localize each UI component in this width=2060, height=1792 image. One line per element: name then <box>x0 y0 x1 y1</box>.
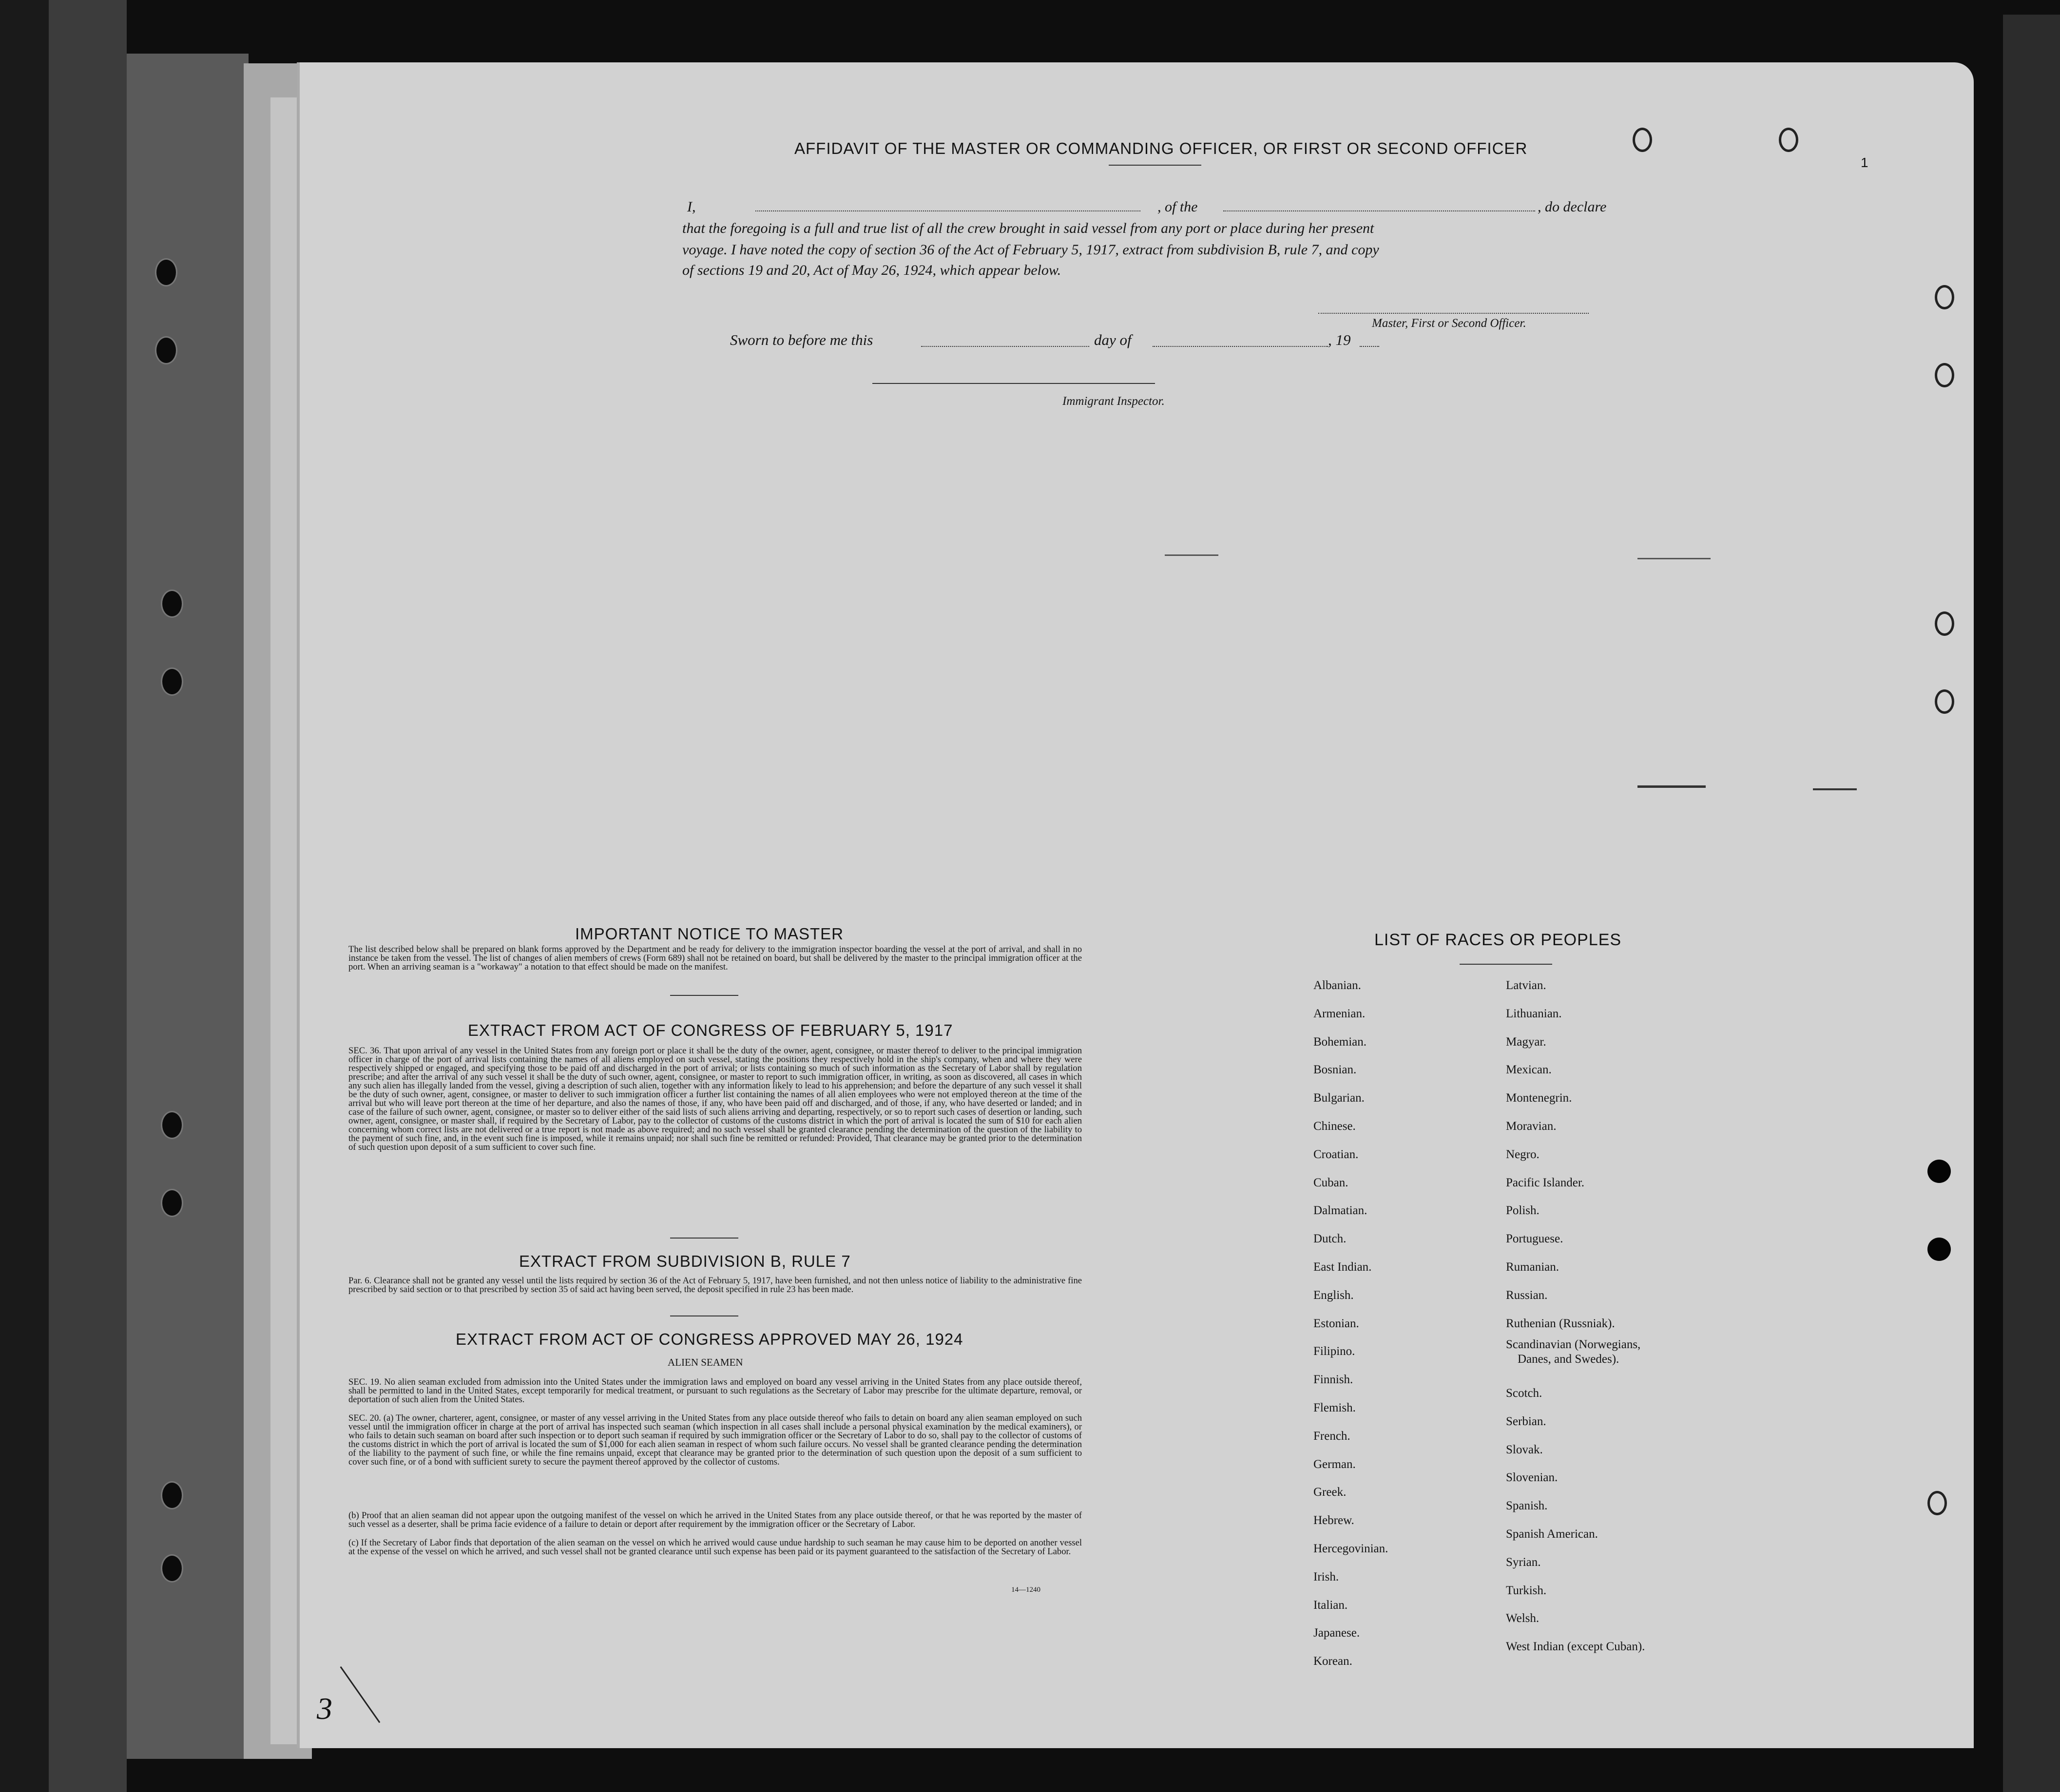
extract1924-sec20b: (b) Proof that an alien seaman did not appear upon the outgoing manifest of the vessel on which he arrived in the United States from any place outside thereof, or that he was reported by the master of such vessel as a deserter, shall be prima facie evidence of a failure to detain or deport after requirement by the immigration officer or the Secretary of Labor. <box>348 1510 1082 1529</box>
punch-hole <box>1779 128 1798 152</box>
affidavit-title: AFFIDAVIT OF THE MASTER OR COMMANDING OFFICER, OR FIRST OR SECOND OFFICER <box>794 139 1528 157</box>
binder-hole <box>161 1111 183 1139</box>
name-blank <box>755 210 1140 211</box>
binder-strip <box>49 0 127 1792</box>
master-signature-line <box>1318 313 1589 314</box>
smudge <box>1813 788 1857 790</box>
corner-mark: 3 <box>317 1691 332 1726</box>
extract1924-sec19: SEC. 19. No alien seaman excluded from admission into the United States under the immigration laws and employed on board any vessel arriving in the United States from any place outside thereof, shall be permitted to land in the United States, except temporarily for medical treatment, or pursuant to such regulations as the Secretary of Labor may prescribe for the ultimate departure, removal, or deportation of such alien from the United States. <box>348 1377 1082 1405</box>
master-signature-label: Master, First or Second Officer. <box>1372 317 1526 330</box>
rule7-title: EXTRACT FROM SUBDIVISION B, RULE 7 <box>519 1252 851 1270</box>
affidavit-of-the: , of the <box>1157 199 1198 215</box>
race-item: Bosnian. <box>1313 1063 1357 1077</box>
section-rule <box>670 1238 738 1239</box>
binder-strip-left <box>0 0 49 1792</box>
race-item: Dutch. <box>1313 1232 1347 1246</box>
extract1924-sec20a: SEC. 20. (a) The owner, charterer, agent, consignee, or master of any vessel arriving in the United States from any place outside thereof who fails to detain on board any alien seaman employed on such vessel until the immigration officer in charge at the port of arrival has inspected such seaman (which inspection in all cases shall include a personal physical examination by the medical examiners), or who fails to detain such seaman on board after such inspection or to deport such seaman if required by such immigration officer or the Secretary of Labor to do so, shall pay to the collector of customs of the customs district in which the port of arrival is located the sum of $1,000 for each alien seaman in respect of whom such failure occurs. No vessel shall be granted clearance pending the determination of the liability to the payment of such fine, or while the fine remains unpaid, except that clearance may be granted prior to the determination of such question upon the deposit of a sum sufficient to cover such fine, or of a bond with sufficient surety to secure the payment thereof approved by the collector of customs. <box>348 1413 1082 1467</box>
race-item: French. <box>1313 1429 1350 1443</box>
binder-hole <box>161 1554 183 1582</box>
race-item: Portuguese. <box>1506 1232 1563 1246</box>
race-item: Negro. <box>1506 1147 1540 1161</box>
race-item: Spanish American. <box>1506 1527 1598 1541</box>
page-mark: 1 <box>1861 155 1868 170</box>
race-item: Scotch. <box>1506 1386 1542 1400</box>
affidavit-i: I, <box>687 199 696 215</box>
smudge <box>1637 785 1706 788</box>
race-item: Serbian. <box>1506 1414 1546 1428</box>
smudge <box>1165 554 1218 556</box>
sworn-year-blank <box>1360 346 1379 347</box>
inspector-signature-label: Immigrant Inspector. <box>1062 395 1165 408</box>
affidavit-body: voyage. I have noted the copy of section 36 of the Act of February 5, 1917, extract from subdivision B, rule 7, and copy <box>682 242 1379 258</box>
race-item: East Indian. <box>1313 1260 1372 1274</box>
extract1917-title: EXTRACT FROM ACT OF CONGRESS OF FEBRUARY 5, 1917 <box>468 1021 953 1039</box>
manifest-sheet <box>300 62 1974 1748</box>
race-item: Syrian. <box>1506 1555 1541 1569</box>
race-item: Rumanian. <box>1506 1260 1559 1274</box>
binder-hole <box>155 336 177 364</box>
race-item: Croatian. <box>1313 1147 1359 1161</box>
punch-hole-filled <box>1927 1238 1951 1261</box>
race-item: Russian. <box>1506 1288 1548 1302</box>
race-item: Chinese. <box>1313 1119 1356 1133</box>
affidavit-body: that the foregoing is a full and true list of all the crew brought in said vessel from any port or place during her present <box>682 220 1374 236</box>
races-right-column <box>1506 972 1645 1661</box>
race-item: Japanese. <box>1313 1626 1360 1640</box>
punch-hole-filled <box>1927 1160 1951 1183</box>
race-item: Bulgarian. <box>1313 1091 1365 1105</box>
race-item: Moravian. <box>1506 1119 1557 1133</box>
affidavit-body: of sections 19 and 20, Act of May 26, 1924, which appear below. <box>682 262 1061 278</box>
race-item: Filipino. <box>1313 1345 1355 1358</box>
punch-hole <box>1935 285 1954 309</box>
extract1917-text: SEC. 36. That upon arrival of any vessel in the United States from any foreign port or place it shall be the duty of the owner, agent, consignee, or master thereof to deliver to the principal immigration officer in charge of the port of arrival lists containing the names of all aliens employed on such vessel, stating the positions they respectively hold in the ship's company, when and where they were respectively shipped or engaged, and specifying those to be paid off and discharged in the port of arrival; or lists containing so much of such information as the Secretary of Labor shall by regulation prescribe; and after the arrival of any such vessel it shall be the duty of such owner, agent, consignee, or master to report to such immigration officer, in writing, as soon as discovered, all cases in which any such alien has illegally landed from the vessel, giving a description of such alien, together with any information likely to lead to his apprehension; and before the departure of any such vessel it shall be the duty of such owner, agent, consignee, or master to deliver to such immigration officer a further list containing the names of all alien employees who were not employed thereon at the time of the arrival but who will leave port thereon at the time of her departure, and also the names of those, if any, who have been paid off and discharged, and of those, if any, who have deserted or landed; and in case of the failure of such owner, agent, consignee, or master so to deliver either of the said lists of such aliens arriving and departing, respectively, or so to report such cases of desertion or landing, such owner, agent, consignee, or master shall, if required by the Secretary of Labor, pay to the collector of customs of the customs district in which the port of arrival is located the sum of $10 for each alien concerning whom correct lists are not delivered or a true report is not made as above required; and no such vessel shall be granted clearance pending the determination of the question of the liability to the payment of such fine, and, in the event such fine is imposed, while it remains unpaid; nor shall such fine be remitted or refunded: Provided, That clearance may be granted prior to the determination of such question upon deposit of a sum sufficient to cover such fine. <box>348 1046 1082 1152</box>
sworn-text: Sworn to before me this <box>730 331 873 348</box>
affidavit-declare: , do declare <box>1538 199 1607 215</box>
race-item: Flemish. <box>1313 1401 1356 1414</box>
extract1924-sec20c: (c) If the Secretary of Labor finds that deportation of the alien seaman on the vessel on which he arrived would cause undue hardship to such seaman he may cause him to be deported on another vessel at the expense of the vessel on which he arrived, and such vessel shall not be granted clearance until such expense has been paid or its payment guaranteed to the satisfaction of the Secretary of Labor. <box>348 1538 1082 1557</box>
inspector-signature-line <box>872 383 1155 384</box>
vessel-blank <box>1223 210 1535 211</box>
race-item: Dalmatian. <box>1313 1204 1367 1218</box>
race-item: Mexican. <box>1506 1063 1552 1077</box>
race-item: Greek. <box>1313 1486 1347 1499</box>
race-item: Polish. <box>1506 1204 1540 1218</box>
section-rule <box>670 1315 738 1316</box>
punch-hole <box>1935 689 1954 714</box>
binder-hole <box>155 258 177 286</box>
punch-hole <box>1633 128 1652 152</box>
race-item: Montenegrin. <box>1506 1091 1572 1105</box>
race-item: Finnish. <box>1313 1373 1353 1387</box>
race-item: Lithuanian. <box>1506 1007 1562 1020</box>
notice-text: The list described below shall be prepared on blank forms approved by the Department and be ready for delivery to the immigration inspector boarding the vessel at the port of arrival, and shall in no instance be taken from the vessel. The list of changes of alien members of crews (Form 689) shall not be retained on board, but shall be delivered by the master to the principal immigration officer at the port. When an arriving seaman is a "workaway" a notation to that effect should be made on the manifest. <box>348 944 1082 972</box>
race-item: Cuban. <box>1313 1176 1348 1189</box>
race-item: Korean. <box>1313 1655 1352 1668</box>
binder-hole <box>161 667 183 696</box>
sworn-year: , 19 <box>1328 331 1351 348</box>
races-title-rule <box>1460 964 1552 965</box>
race-item: Albanian. <box>1313 979 1361 992</box>
race-item: German. <box>1313 1457 1356 1471</box>
race-item: Estonian. <box>1313 1316 1359 1330</box>
binder-strip-inner <box>127 54 249 1759</box>
race-item: Hebrew. <box>1313 1514 1354 1527</box>
section-rule <box>670 995 738 996</box>
race-item: Welsh. <box>1506 1612 1540 1625</box>
right-edge <box>2003 15 2060 1792</box>
race-item: Bohemian. <box>1313 1035 1367 1049</box>
form-number: 14—1240 <box>1011 1586 1040 1594</box>
race-item: Slovenian. <box>1506 1471 1558 1485</box>
rule7-text: Par. 6. Clearance shall not be granted any vessel until the lists required by section 36 of the Act of February 5, 1917, have been furnished, and not then unless notice of liability to the administrative fine prescribed by said section or to that prescribed by section 35 of said act having been served, the deposit specified in rule 23 has been made. <box>348 1276 1082 1295</box>
race-item: Hercegovinian. <box>1313 1542 1388 1555</box>
race-item: Slovak. <box>1506 1443 1543 1456</box>
race-item: Italian. <box>1313 1598 1348 1612</box>
binder-hole <box>161 1189 183 1217</box>
punch-hole <box>1927 1491 1947 1515</box>
races-title: LIST OF RACES OR PEOPLES <box>1374 931 1622 949</box>
race-item: Magyar. <box>1506 1035 1546 1049</box>
sworn-day-blank <box>921 346 1089 347</box>
race-item: West Indian (except Cuban). <box>1506 1640 1645 1654</box>
race-item: Scandinavian (Norwegians, <box>1506 1338 1641 1352</box>
extract1924-title: EXTRACT FROM ACT OF CONGRESS APPROVED MAY 26, 1924 <box>456 1330 963 1348</box>
sworn-day-of: day of <box>1094 331 1132 348</box>
punch-hole <box>1935 611 1954 636</box>
smudge <box>1637 558 1711 559</box>
binder-hole <box>161 590 183 618</box>
binder-hole <box>161 1481 183 1509</box>
notice-title: IMPORTANT NOTICE TO MASTER <box>575 925 844 943</box>
race-item: Irish. <box>1313 1570 1339 1583</box>
sworn-month-blank <box>1153 346 1328 347</box>
race-item: Turkish. <box>1506 1583 1547 1597</box>
race-item: Armenian. <box>1313 1007 1366 1020</box>
race-item: Spanish. <box>1506 1499 1548 1513</box>
race-item: Pacific Islander. <box>1506 1176 1585 1189</box>
race-item: Danes, and Swedes). <box>1518 1353 1619 1366</box>
race-item: Ruthenian (Russniak). <box>1506 1316 1615 1330</box>
races-left-column <box>1313 972 1388 1676</box>
race-item: English. <box>1313 1288 1354 1302</box>
extract1924-subtitle: ALIEN SEAMEN <box>668 1356 743 1368</box>
title-rule <box>1109 165 1201 166</box>
punch-hole <box>1935 363 1954 387</box>
race-item: Latvian. <box>1506 979 1546 992</box>
